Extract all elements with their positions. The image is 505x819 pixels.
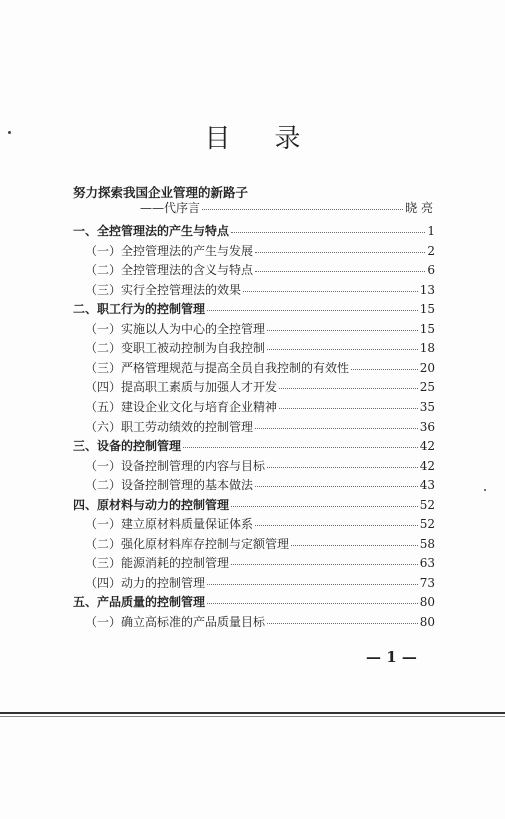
toc-section-entry: [85, 398, 435, 416]
toc-entry-label: 四、原材料与动力的控制管理: [73, 497, 230, 512]
leader-dots: [243, 283, 418, 292]
leader-dots: [267, 341, 418, 350]
toc-entry-page: 80: [419, 615, 435, 629]
preface-author: 晓 亮: [405, 201, 433, 215]
toc-chapter-entry: [73, 496, 435, 514]
bottom-rule: [0, 712, 505, 714]
toc-entry-label: 五、产品质量的控制管理: [73, 595, 206, 610]
toc-entry-page: 42: [419, 439, 435, 454]
scan-speck: [8, 131, 11, 134]
toc-section-entry: [85, 339, 435, 357]
leader-dots: [231, 556, 418, 565]
leader-dots: [279, 380, 418, 389]
toc-entry-label: （二）全控管理法的含义与特点: [85, 263, 254, 278]
toc-entry-page: 1: [427, 224, 435, 238]
toc-entry-label: （三）严格管理规范与提高全员自我控制的有效性: [85, 360, 350, 375]
toc-section-entry: [85, 515, 435, 533]
toc-entry-page: 52: [419, 497, 435, 512]
leader-dots: [183, 439, 418, 448]
leader-dots: [255, 420, 418, 429]
leader-dots: [202, 201, 403, 210]
toc-entry-label: 二、职工行为的控制管理: [73, 302, 206, 317]
toc-section-entry: [85, 320, 435, 338]
toc-entry-page: 20: [419, 360, 435, 375]
toc-entry-label: （一）全控管理法的产生与发展: [85, 243, 254, 258]
leader-dots: [207, 595, 418, 604]
toc-section-entry: [85, 261, 435, 279]
preface-subtitle: ——代序言: [140, 201, 201, 215]
leader-dots: [267, 322, 418, 331]
toc-entry-page: 58: [419, 536, 435, 551]
leader-dots: [207, 302, 418, 311]
page-title: 目录: [204, 124, 345, 154]
scan-speck: [484, 489, 486, 491]
toc-entry-page: 25: [419, 380, 435, 395]
toc-entry-page: 18: [419, 341, 435, 356]
leader-dots: [255, 244, 425, 253]
toc-entry-label: （六）职工劳动绩效的控制管理: [85, 419, 254, 434]
toc-entry-label: （四）提高职工素质与加强人才开发: [85, 380, 278, 395]
toc-section-entry: [85, 613, 435, 631]
preface-entry: [140, 199, 433, 217]
leader-dots: [291, 537, 418, 546]
toc-entry-label: （一）设备控制管理的内容与目标: [85, 458, 266, 473]
toc-chapter-entry: [73, 593, 435, 611]
toc-chapter-entry: [73, 437, 435, 455]
toc-section-entry: [85, 554, 435, 572]
toc-entry-label: （一）建立原材料质量保证体系: [85, 517, 254, 532]
toc-entry-page: 2: [427, 243, 435, 258]
bottom-rule-thin: [0, 716, 505, 717]
leader-dots: [231, 224, 425, 233]
toc-section-entry: [85, 476, 435, 494]
toc-section-entry: [85, 535, 435, 553]
toc-entry-page: 42: [419, 458, 435, 473]
toc-entry-label: 三、设备的控制管理: [73, 439, 182, 454]
toc-entry-label: （二）变职工被动控制为自我控制: [85, 341, 266, 356]
page-number: — 1 —: [366, 648, 417, 666]
toc-entry-page: 73: [419, 575, 435, 590]
toc-entry-page: 6: [427, 263, 435, 278]
toc-entry-page: 80: [419, 595, 435, 610]
leader-dots: [255, 478, 418, 487]
leader-dots: [267, 615, 418, 624]
leader-dots: [207, 576, 418, 585]
toc-entry-page: 36: [419, 419, 435, 434]
toc-entry-page: 13: [419, 282, 435, 297]
toc-entry-page: 43: [419, 478, 435, 493]
leader-dots: [231, 498, 418, 507]
toc-section-entry: [85, 359, 435, 377]
leader-dots: [255, 517, 418, 526]
toc-entry-label: （二）设备控制管理的基本做法: [85, 478, 254, 493]
toc-chapter-entry: [73, 222, 435, 240]
toc-entry-page: 63: [419, 556, 435, 571]
leader-dots: [351, 361, 418, 370]
leader-dots: [279, 400, 418, 409]
toc-entry-label: （二）强化原材料库存控制与定额管理: [85, 536, 290, 551]
toc-entry-label: （一）实施以人为中心的全控管理: [85, 321, 266, 336]
toc-entry-label: 一、全控管理法的产生与特点: [73, 224, 230, 238]
toc-section-entry: [85, 457, 435, 475]
toc-entry-label: （五）建设企业文化与培育企业精神: [85, 399, 278, 414]
toc-section-entry: [85, 418, 435, 436]
toc-section-entry: [85, 574, 435, 592]
leader-dots: [255, 263, 425, 272]
toc-section-entry: [85, 281, 435, 299]
toc-chapter-entry: [73, 300, 435, 318]
toc-entry-page: 15: [419, 321, 435, 336]
toc-entry-label: （三）实行全控管理法的效果: [85, 282, 242, 297]
toc-section-entry: [85, 242, 435, 260]
toc-entry-label: （四）动力的控制管理: [85, 575, 206, 590]
toc-section-entry: [85, 378, 435, 396]
toc-entry-page: 15: [419, 302, 435, 317]
preface-title: 努力探索我国企业管理的新路子: [73, 185, 249, 200]
toc-entry-page: 35: [419, 399, 435, 414]
toc-entry-label: （一）确立高标准的产品质量目标: [85, 615, 266, 629]
leader-dots: [267, 459, 418, 468]
toc-entry-page: 52: [419, 517, 435, 532]
toc-entry-label: （三）能源消耗的控制管理: [85, 556, 230, 571]
